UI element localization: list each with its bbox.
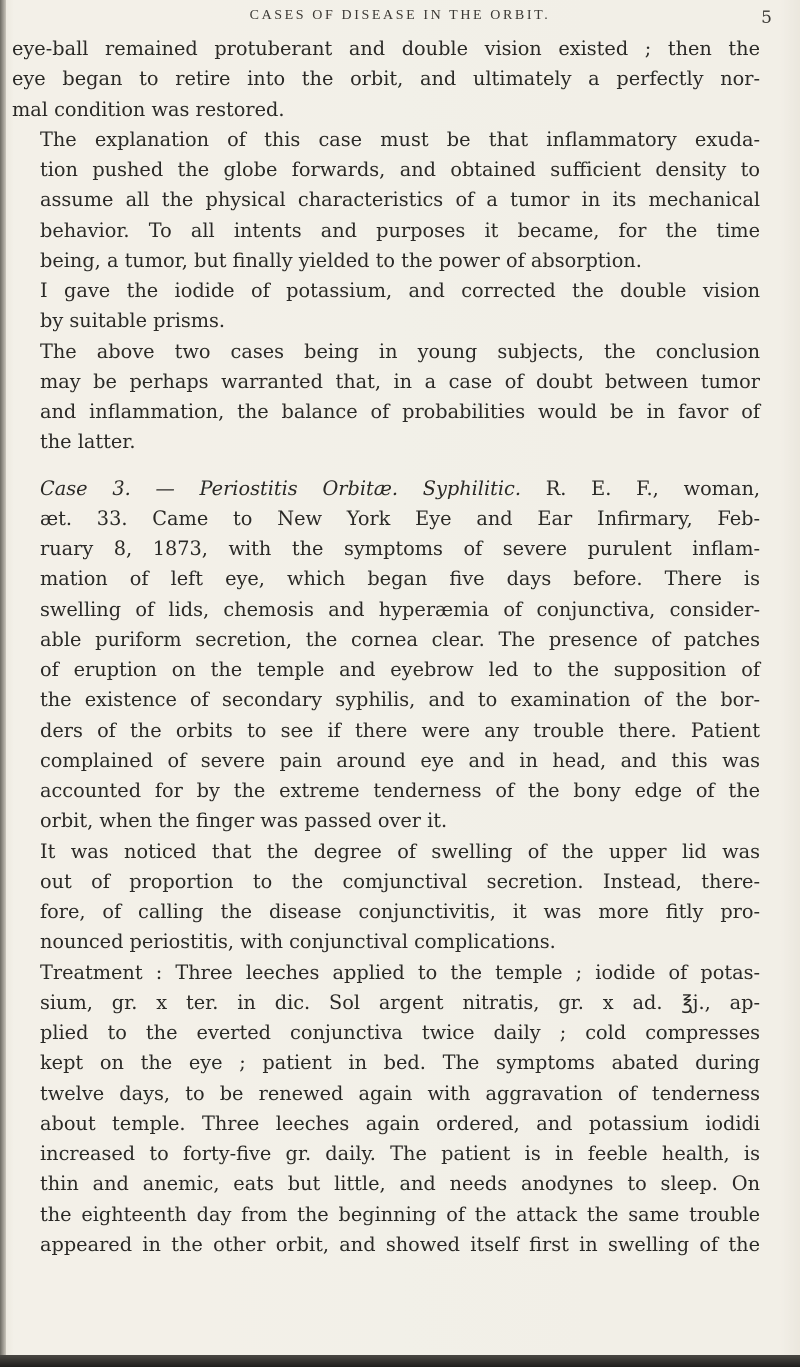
text-line: being, a tumor, but finally yielded to the power of absorption. [40,248,642,272]
text-line: twelve days, to be renewed again with aggravation of tenderness [40,1081,760,1105]
text-line: behavior. To all intents and purposes it became, for the time [40,218,760,242]
text-line: Treatment : Three leeches applied to the temple ; iodide of potas- [40,960,760,984]
paragraph-2 [0,125,760,276]
text-line: may be perhaps warranted that, in a case of doubt between tumor [40,369,760,393]
text-line: nounced periostitis, with conjunctival complications. [40,930,556,954]
text-line: and inflammation, the balance of probabilities would be in favor of [40,400,760,423]
text-line: The explanation of this case must be that inflammatory exuda- [40,127,760,151]
text-line: assume all the physical characteristics of a tumor in its mechanical [40,188,760,212]
text-line-case-heading [12,474,760,504]
text-line: eye began to retire into the orbit, and ultimately a perfectly nor- [12,67,760,91]
text-line: swelling of lids, chemosis and hyperæmia of conjunctiva, consider- [40,597,760,621]
paragraph-1 [0,34,760,125]
text-line: accounted for by the extreme tenderness of the bony edge of the [40,779,760,802]
text-line: mation of left eye, which began five days before. There is [40,567,760,591]
text-line: thin and anemic, eats but little, and needs anodynes to sleep. On [40,1172,760,1196]
text-line: of eruption on the temple and eyebrow led to the supposition of [40,658,760,681]
paragraph-treatment [0,958,760,1261]
text-line: able puriform secretion, the cornea clear. The presence of patches [40,627,760,651]
text-line: complained of severe pain around eye and in head, and this was [40,748,760,772]
text-line: The above two cases being in young subjects, the conclusion [40,339,760,363]
paragraph-3 [0,276,760,337]
text-line: ruary 8, 1873, with the symptoms of severe purulent inflam- [40,537,760,560]
text-line: orbit, when the finger was passed over it. [40,809,448,833]
text-line: It was noticed that the degree of swelling of the upper lid was [40,839,760,863]
text-line: mal condition was restored. [12,97,285,121]
text-line: about temple. Three leeches again ordered, and potassium iodidi [40,1111,760,1135]
body-text [0,34,760,1260]
text-line: fore, of calling the disease conjunctivitis, it was more fitly pro- [40,900,760,923]
text-line: the existence of secondary syphilis, and to examination of the bor- [40,688,760,712]
text-line: out of proportion to the comjunctival secretion. Instead, there- [40,869,760,893]
case-heading: Case 3. — Periostitis Orbitæ. Syphilitic. [40,476,521,500]
text-line: tion pushed the globe forwards, and obtained sufficient density to [40,158,760,181]
text-line: ders of the orbits to see if there were any trouble there. Patient [40,718,760,742]
page-bottom-edge [0,1355,800,1367]
text-line: the latter. [40,430,136,454]
text-line-fragment: R. E. F., woman, [520,476,761,500]
page-number: 5 [761,8,772,28]
paragraph-case-3 [0,474,760,837]
paragraph-6 [0,837,760,958]
text-line: by suitable prisms. [40,309,226,333]
text-line: increased to forty-five gr. daily. The patient is in feeble health, is [40,1142,760,1165]
text-line: the eighteenth day from the beginning of the attack the same trouble [40,1202,760,1226]
text-line: plied to the everted conjunctiva twice daily ; cold compresses [40,1021,760,1044]
paragraph-4 [0,337,760,458]
text-line: I gave the iodide of potassium, and corrected the double vision [40,279,760,302]
running-title: CASES OF DISEASE IN THE ORBIT. [249,8,551,23]
running-head [0,8,800,32]
text-line: kept on the eye ; patient in bed. The symptoms abated during [40,1051,760,1075]
text-line: sium, gr. x ter. in dic. Sol argent nitratis, gr. x ad. ℥j., ap- [40,990,760,1014]
text-line: appeared in the other orbit, and showed itself first in swelling of the [40,1232,760,1256]
text-line: eye-ball remained protuberant and double vision existed ; then the [12,37,760,60]
text-line: æt. 33. Came to New York Eye and Ear Infirmary, Feb- [40,506,760,530]
